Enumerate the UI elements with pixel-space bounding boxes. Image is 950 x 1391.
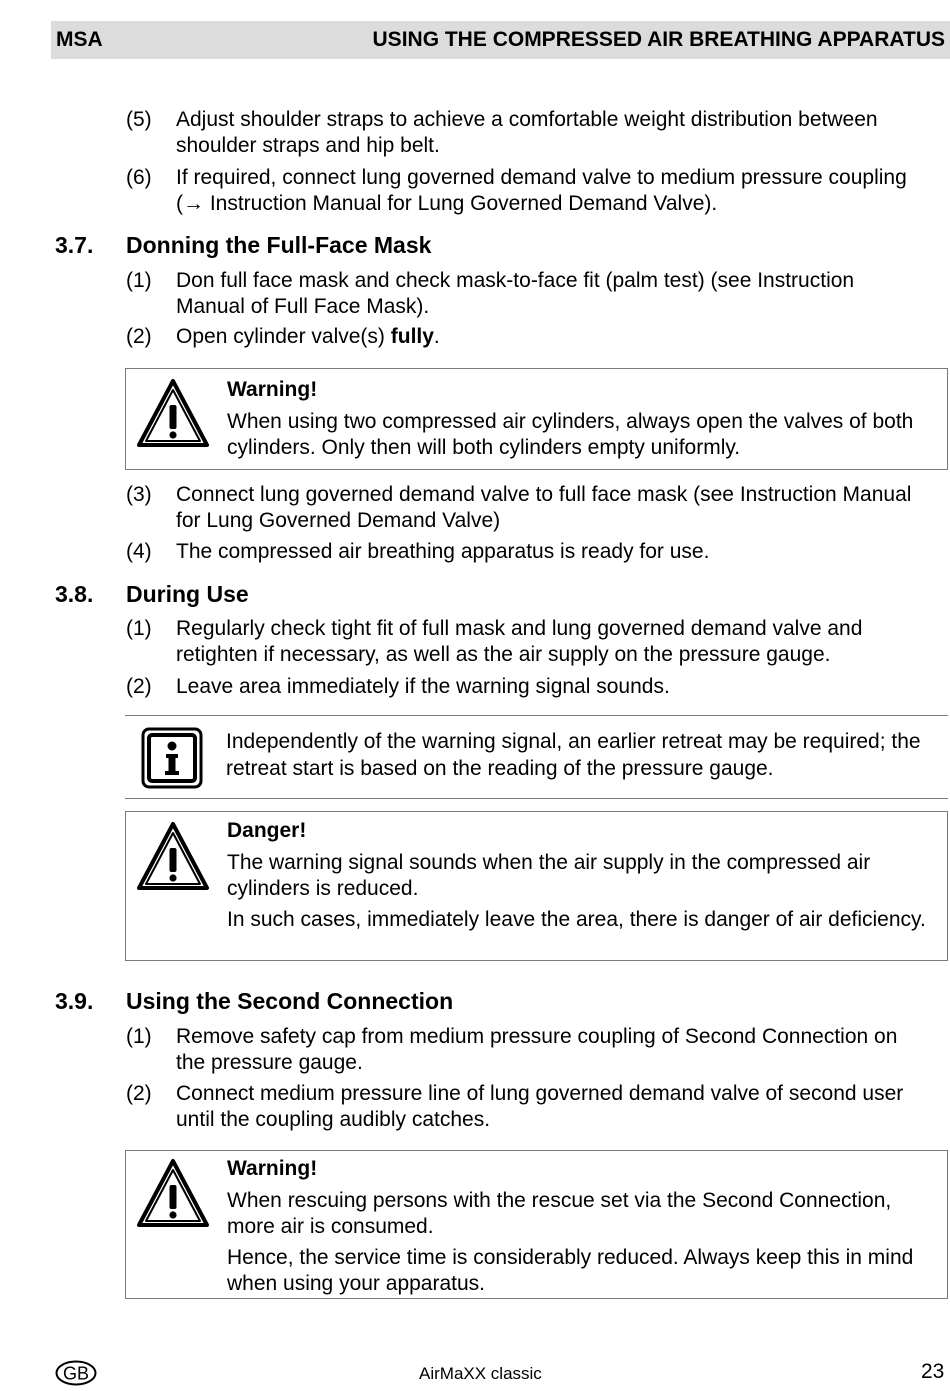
danger-body [227,818,939,933]
list-item [126,674,916,700]
list-item [126,482,916,534]
danger-text: In such cases, immediately leave the area, there is danger of air deficiency. [227,908,926,931]
list-item-text: If required, connect lung governed demand valve to medium pressure coupling (→ Instruction Manual for Lung Governed Demand Valve). [176,166,907,215]
warning-heading: Warning! [227,378,318,401]
page-header [51,21,950,59]
list-item-number: (1) [126,617,152,640]
text-segment: Open cylinder valve(s) [176,325,391,348]
section-number: 3.7. [55,232,94,258]
list-item [126,616,916,668]
section-title: Using the Second Connection [126,988,454,1014]
header-brand: MSA [56,28,103,51]
info-box [125,715,948,799]
text-segment: . [433,325,440,348]
list-item [126,1024,916,1076]
warning-triangle-icon [136,820,210,894]
emphasis-text: fully [390,325,434,348]
list-item-text: Adjust shoulder straps to achieve a comfortable weight distribution between shoulder straps and hip belt. [176,108,878,157]
warning-box [125,368,948,470]
list-item-text [176,324,916,350]
list-item-number: (3) [126,483,152,506]
warning-heading: Warning! [227,1157,318,1180]
list-item-number: (6) [126,166,152,189]
list-item-number: (2) [126,675,152,698]
info-icon [141,727,203,789]
warning-text: When rescuing persons with the rescue set via the Second Connection, more air is consumed. [227,1189,892,1238]
info-text: Independently of the warning signal, an earlier retreat may be required; the retreat start is based on the reading of the pressure gauge. [226,730,921,780]
section-number: 3.8. [55,581,94,607]
warning-body [227,377,939,461]
list-item-number: (5) [126,108,152,131]
list-item-text: Regularly check tight fit of full mask and lung governed demand valve and retighten if necessary, as well as the air supply on the pressure gauge. [176,617,863,666]
list-item [126,268,916,320]
danger-heading: Danger! [227,819,307,842]
list-item-number: (2) [126,325,152,348]
list-item-text: The compressed air breathing apparatus is ready for use. [176,540,710,563]
warning-box [125,1150,948,1299]
list-item-number: (1) [126,1025,152,1048]
list-item [126,1081,916,1133]
danger-box [125,811,948,961]
section-title: Donning the Full-Face Mask [126,232,432,258]
list-item [126,165,916,217]
list-item-text: Leave area immediately if the warning signal sounds. [176,675,670,698]
page-number: 23 [921,1360,945,1383]
warning-body [227,1156,939,1297]
country-badge [55,1360,97,1386]
list-item-text: Connect medium pressure line of lung governed demand valve of second user until the coupling audibly catches. [176,1082,904,1131]
list-item-number: (4) [126,540,152,563]
danger-text: The warning signal sounds when the air supply in the compressed air cylinders is reduced. [227,851,871,900]
header-chapter-title: USING THE COMPRESSED AIR BREATHING APPARATUS [372,28,945,51]
section-title: During Use [126,581,249,607]
country-code: GB [62,1363,90,1384]
footer-product-name: AirMaXX classic [419,1364,542,1383]
warning-text: When using two compressed air cylinders, always open the valves of both cylinders. Only then will both cylinders empty uniformly. [227,410,914,459]
section-number: 3.9. [55,988,94,1014]
list-item-text: Don full face mask and check mask-to-face fit (palm test) (see Instruction Manual of Full Face Mask). [176,269,855,318]
list-item-text: Remove safety cap from medium pressure coupling of Second Connection on the pressure gauge. [176,1025,898,1074]
warning-triangle-icon [136,377,210,451]
warning-triangle-icon [136,1157,210,1231]
list-item [126,324,916,350]
list-item-number: (2) [126,1082,152,1105]
list-item-number: (1) [126,269,152,292]
list-item [126,539,916,565]
warning-text: Hence, the service time is considerably reduced. Always keep this in mind when using your apparatus. [227,1246,914,1295]
list-item [126,107,916,159]
list-item-text: Connect lung governed demand valve to full face mask (see Instruction Manual for Lung Governed Demand Valve) [176,483,912,532]
